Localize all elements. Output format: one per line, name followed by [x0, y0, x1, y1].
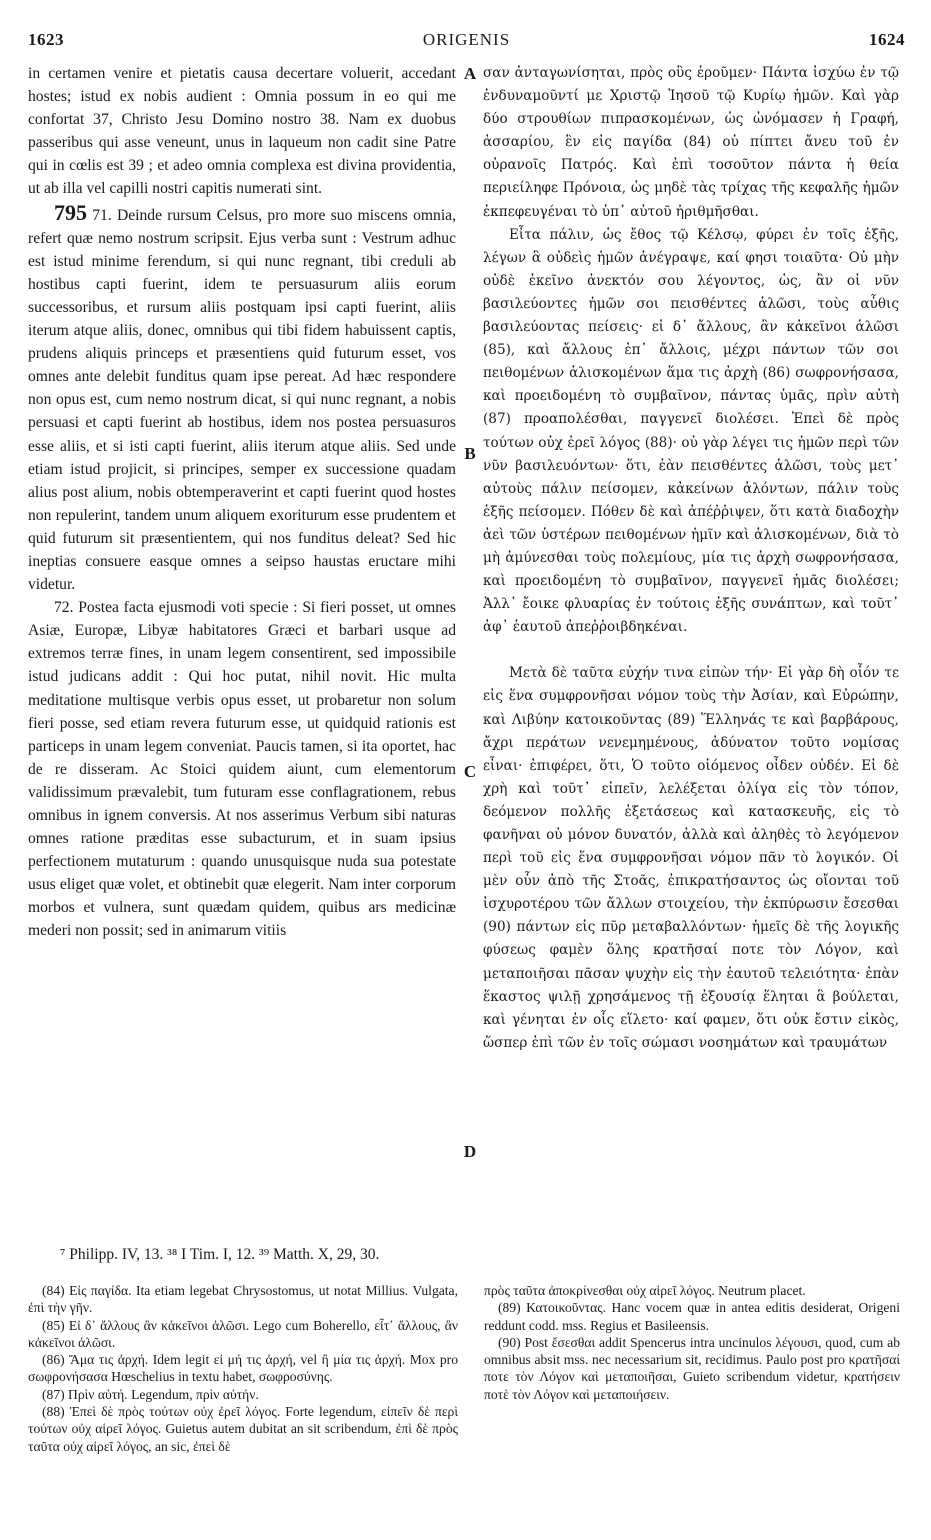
footnote: (90) Post ἔσεσθαι addit Spencerus intra uncinulos λέγουσι, quod, cum ab omnibus absit mss. nec necessarium sit, recidimus. Paulo post pro κρατῆσαί ποτε τὸν Λόγον καὶ μεταποιῆσαι, Guieto scribendum videtur, κρατήσειν ποτὲ τὸν Λόγον καὶ μεταποιήσειν. [484, 1334, 900, 1402]
footnote: (89) Κατοικοῦντας. Hanc vocem quæ in antea editis desiderat, Origeni reddunt codd. mss. Regius et Basileensis. [484, 1300, 900, 1333]
footnote-continuation: πρὸς ταῦτα ἀποκρίνεσθαι οὐχ αἱρεῖ λόγος. Neutrum placet. [484, 1283, 806, 1298]
footnote: (87) Πρὶν αὐτή. Legendum, πρὶν αὐτήν. [42, 1386, 259, 1402]
notes-left-column [28, 1282, 458, 1455]
greek-paragraph-1: σαν ἀνταγωνίσηται, πρὸς οὓς ἐροῦμεν· Πάντα ἰσχύω ἐν τῷ ἐνδυναμοῦντί με Χριστῷ Ἰησοῦ τῷ Κυρίῳ ἡμῶν. Καὶ γὰρ δύο στρουθίων πιπρασκομένων, ὡς ὠνόμασεν ἡ Γραφή, ἀσσαρίου, ἓν εἰς παγίδα (84) οὐ πίπτει ἄνευ τοῦ ἐν οὐρανοῖς Πατρός. Καὶ ἐπὶ τοσοῦτον πάντα ἡ θεία περιείληφε Πρόνοια, ὡς μηδὲ τὰς τρίχας τῆς κεφαλῆς ἡμῶν ἐκπεφευγέναι τὸ ὑπ᾽ αὐτοῦ ἠριθμῆσθαι. [483, 65, 899, 220]
greek-paragraph-3: Μετὰ δὲ ταῦτα εὐχήν τινα εἰπὼν τήν· Εἰ γὰρ δὴ οἷόν τε εἰς ἕνα συμφρονῆσαι νόμον τοὺς τὴν Ἀσίαν, καὶ Εὐρώπην, καὶ Λιβύην κατοικοῦντας (89) Ἕλληνάς τε καὶ βαρβάρους, ἄχρι περάτων νενεμημένους, ἀδύνατον τοῦτο νομίσας εἶναι· ἐπιφέρει, ὅτι, Ὁ τοῦτο οἰόμενος οἶδεν οὐδέν. Εἰ δὲ χρὴ καὶ τοῦτ᾽ εἰπεῖν, λελέξεται ὀλίγα εἰς τὸν τόπον, δεόμενον πολλῆς ἐξετάσεως καὶ κατασκευῆς, εἰς τὸ φανῆναι οὐ μόνον δυνατόν, ἀλλὰ καὶ ἀληθὲς τὸ λεγόμενον περὶ τοῦ εἰς ἕνα συμφρονῆσαι νόμον πᾶν τὸ λογικόν. Οἱ μὲν οὖν ἀπὸ τῆς Στοᾶς, ἐπικρατήσαντος ὡς οἴονται τοῦ ἰσχυροτέρου τῶν ἄλλων στοιχείου, τὴν ἐκπύρωσιν ἔσεσθαι (90) πάντων εἰς πῦρ μεταβαλλόντων· ἡμεῖς δὲ τῆς λογικῆς φύσεως φαμὲν ὅλης κρατῆσαί ποτε τὸν Λόγον, καὶ μεταποιῆσαι πᾶσαν ψυχὴν εἰς τὴν ἑαυτοῦ τελειότητα· ἐπὰν ἕκαστος ψιλῇ χρησάμενος τῇ ἐξουσίᾳ ἕληται ἃ βούλεται, καὶ γένηται ἐν οἷς εἵλετο· καί φαμεν, ὅτι οὐκ ἔστιν εἰκὸς, ὥσπερ ἐπὶ τῶν ἐν τοῖς σώμασι νοσημάτων καὶ τραυμάτων [483, 665, 899, 1051]
footnote: (86) Ἅμα τις ἀρχή. Idem legit εἰ μή τις ἀρχή, vel ἢ μία τις ἀρχή. Mox pro σωφρονήσασα Hœschelius in textu habet, σωφροσύνης. [28, 1352, 458, 1385]
footnote: (88) Ἐπεὶ δὲ πρὸς τούτων οὐχ ἐρεῖ λόγος. Forte legendum, εἰπεῖν δὲ περὶ τούτων οὐχ αἱρεῖ λόγος. Guietus autem dubitat an sit scribendum, ἐπὶ δὲ πρὸς ταῦτα οὐχ αἱρεῖ λόγος, an sic, ἐπεὶ δὲ [28, 1404, 458, 1454]
page-header [28, 30, 905, 52]
left-page-number: 1623 [28, 30, 64, 49]
notes-right-column [484, 1282, 900, 1403]
greek-paragraph-2: Εἶτα πάλιν, ὡς ἔθος τῷ Κέλσῳ, φύρει ἐν τοῖς ἑξῆς, λέγων ἃ οὐδεὶς ἡμῶν ἀνέγραψε, καί φησι τοιαῦτα· Οὐ μὴν οὐδὲ ἐκεῖνο ἀνεκτόν σου λέγοντος, ὡς, ἂν οἱ νῦν βασιλεύοντες ἡμῶν σοι πεισθέντες ἁλῶσι, τοὺς αὖθις βασιλεύοντας πείσεις· εἰ δ᾽ ἄλλους, ἂν κἀκεῖνοι ἁλῶσι (85), καὶ ἄλλους ἐπ᾽ ἄλλοις, μέχρι πάντων τῶν σοι πειθομένων ἁλισκομένων ἅμα τις ἀρχὴ (86) σωφρονήσασα, καὶ προειδομένη τὸ συμβαῖνον, πάντας ὑμᾶς, πρὶν αὐτὴ (87) προαπολέσθαι, παγγενεῖ διολέσει. Ἐπεὶ δὲ πρὸς τούτων οὐχ ἐρεῖ λόγος (88)· οὐ γὰρ λέγει τις ἡμῶν περὶ τῶν νῦν βασιλευόντων· ὅτι, ἐὰν πεισθέντες ἁλῶσι, τοὺς μετ᾽ αὐτοὺς πάλιν πείσομεν, κἀκείνων ἁλόντων, πάλιν τοὺς ἑξῆς πείσομεν. Πόθεν δὲ καὶ ἀπέῤῥιψεν, ὅτι κατὰ διαδοχὴν ἀεὶ τῶν ὑστέρων πειθομένων ἡμῖν καὶ ἁλισκομένων, διὰ τὸ μὴ ἀμύνεσθαι τοὺς πολεμίους, μία τις ἀρχὴ σωφρονήσασα, καὶ προειδομένη τὸ συμβαῖνον, παγγενεῖ ἡμᾶς διολέσει; Ἀλλ᾽ ἔοικε φλυαρίας ἐν τούτοις ἑξῆς συνάπτων, καὶ τοῦτ᾽ ἀφ᾽ ἑαυτοῦ ἀπεῤῥοιβδηκέναι. [483, 226, 899, 636]
footnote: (84) Εἰς παγίδα. Ita etiam legebat Chrysostomus, ut notat Millius. Vulgata, ἐπὶ τὴν γῆν. [28, 1283, 458, 1316]
section-number: 795 [54, 199, 87, 225]
scripture-references: ⁷ Philipp. IV, 13. ³⁸ I Tim. I, 12. ³⁹ Matth. X, 29, 30. [60, 1246, 380, 1263]
margin-marker-d: D [463, 1142, 477, 1161]
greek-column [483, 62, 899, 1055]
latin-paragraph-3: 72. Postea facta ejusmodi voti specie : Si fieri posset, ut omnes Asiæ, Europæ, Libyæ habitatores Græci et barbari usque ad extremos terræ fines, in unam legem consentirent, sed impossibile istud judicans addit : Qui hoc putat, nihil novit. Hic multa meditatione multisque verbis opus esset, ut probaretur non solum fieri posse, sed etiam revera futurum esse, ut quidquid rationis est particeps in unam legem conveniat. Paucis tamen, si ita oportet, hac de re disseram. Ac Stoici quidem aiunt, cum elementorum validissimum prævalebit, tum futuram esse conflagrationem, rebus omnibus in ignem conversis. At nos asserimus Verbum sibi naturas omnes ratione præditas esse subacturum, et in suam ipsius perfectionem mutaturum : quando unusquisque nuda sua potestate usus eliget quæ volet, et obtinebit quæ elegerit. Nam inter corporum morbos et vulnera, sunt quædam quidem, quibus ars medicinæ mederi non possit; sed in animarum vitiis [28, 599, 456, 940]
latin-paragraph-2 [28, 201, 456, 597]
right-page-number: 1624 [869, 30, 905, 49]
margin-marker-a: A [463, 64, 477, 83]
margin-marker-b: B [464, 444, 476, 463]
margin-marker-c: C [463, 762, 477, 781]
latin-paragraph-2-text: 71. Deinde rursum Celsus, pro more suo miscens omnia, refert quæ nemo nostrum scripsit. Ejus verba sunt : Vestrum adhuc est istud minime ferendum, si qui nunc regnant, tibi creduli ab hostibus capti fuerint, idem te persuasurum aliis eorum successoribus, et rursum aliis postquam ipsi capti fuerint, aliis iterum atque aliis, donec, omnibus qui tibi fidem habuissent captis, prudens aliquis princeps et præsentiens quid futurum esset, vos omnes ante delebit funditus quam ipse pereat. Ad hæc respondere non opus est, cum nemo nostrum dicat, si qui nunc regnant, a nobis persuasi et capti fuerint ab hostibus, idem nos postea persuasuros esse aliis, et si isti capti fuerint, aliis iterum atque aliis. Sed unde etiam istud projicit, si principes, semper ex successione quadam alius post alium, nobis obtemperaverint et capti fuerint quod hostes non repulerint, tandem unum aliquem exoriturum esse prudentem et quid futurum sit præsentientem, qui nos funditus deleat? Sed hic ineptias consuere easque omnes a seipso haustas eructare mihi videtur. [28, 206, 456, 594]
latin-column [28, 62, 456, 943]
latin-paragraph-1: in certamen venire et pietatis causa decertare voluerit, accedant hostes; istud ex nobis audient : Omnia possum in eo qui me confortat 37, Christo Jesu Domino nostro 38. Nam ex duobus passeribus qui asse veneunt, unus in laqueum non cadit sine Patre qui in cœlis est 39 ; et adeo omnia complexa est divina providentia, ut ab illa vel capilli nostri capitis numerati sint. [28, 65, 456, 198]
footnote: (85) Εἰ δ᾽ ἄλλους ἂν κἀκεῖνοι ἁλῶσι. Lego cum Boherello, εἶτ᾽ ἄλλους, ἂν κἀκεῖνοι ἁλῶσι. [28, 1317, 458, 1350]
running-title: ORIGENIS [422, 30, 511, 49]
